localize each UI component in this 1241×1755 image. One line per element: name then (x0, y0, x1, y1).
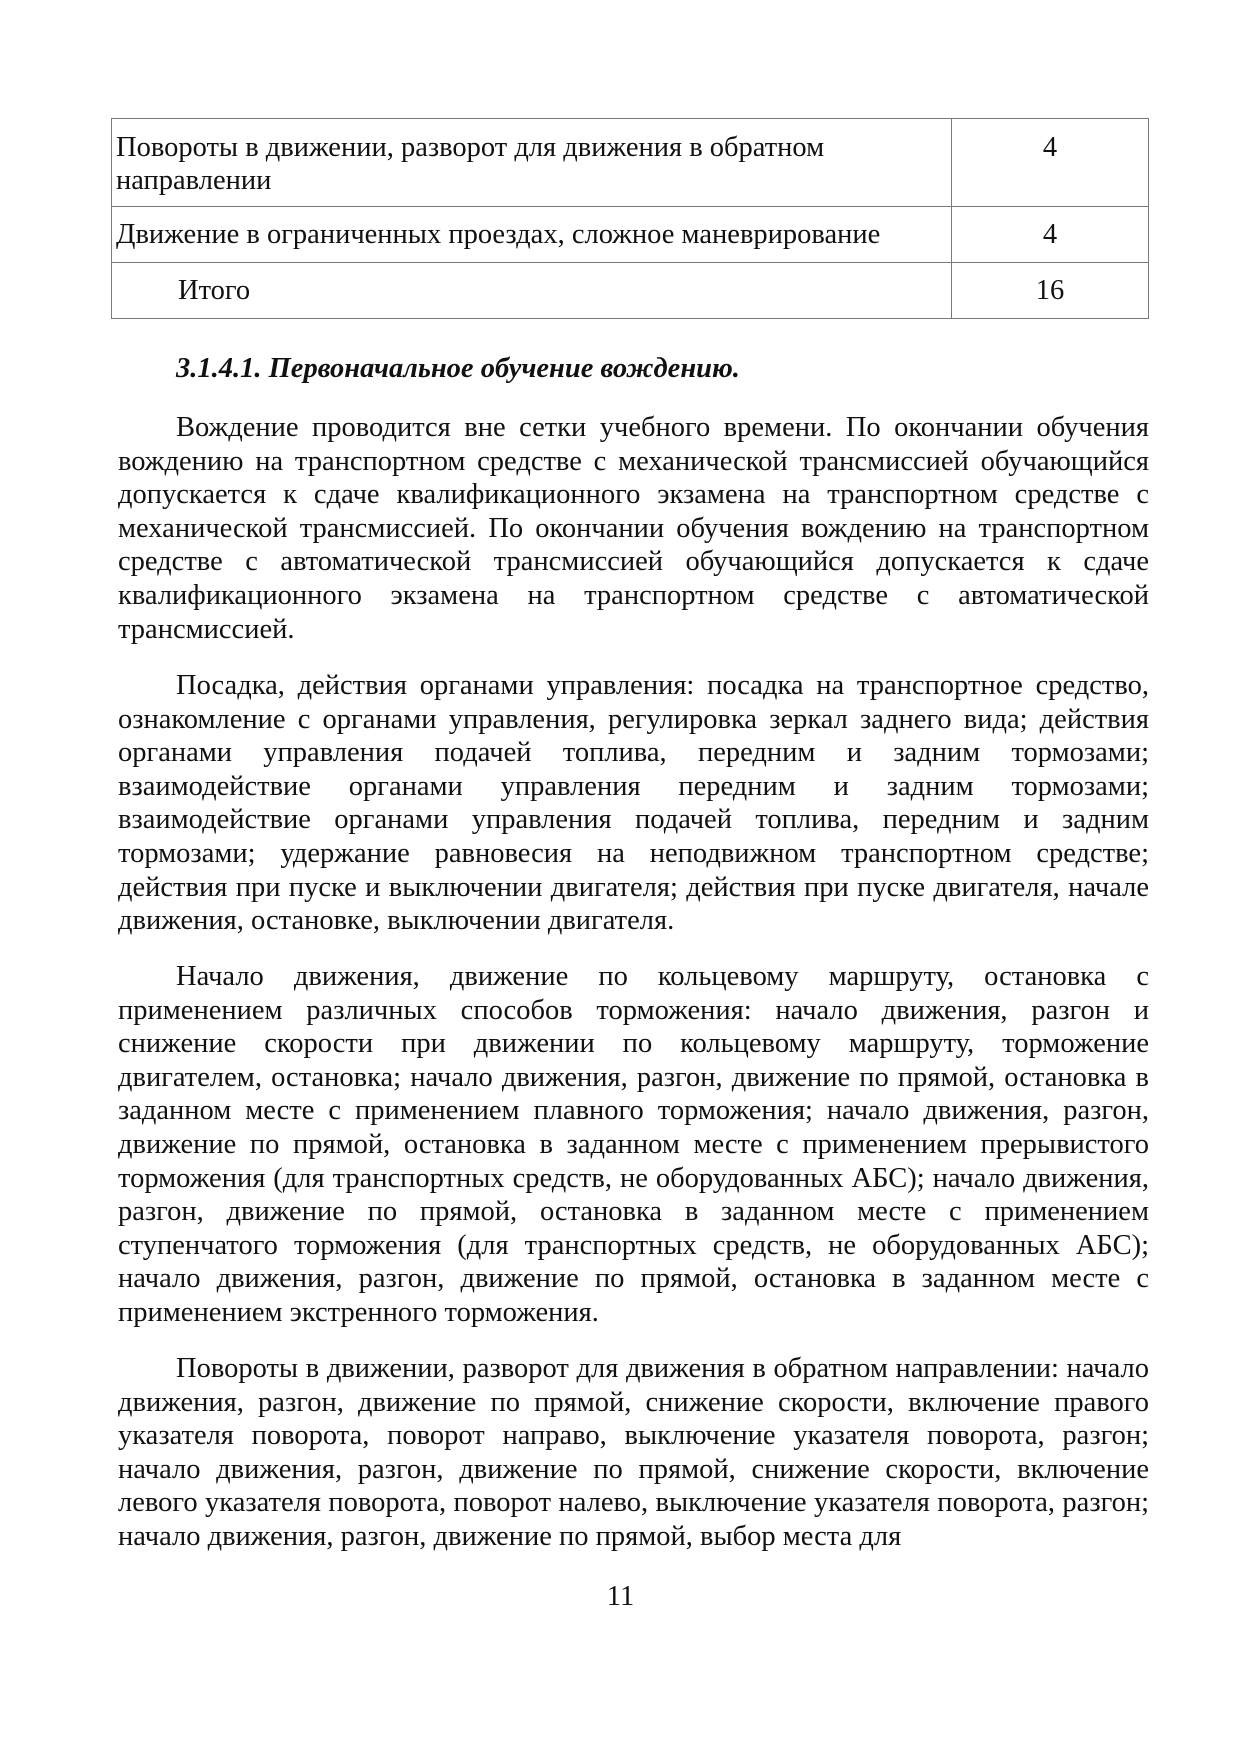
total-label-cell: Итого (112, 263, 952, 319)
paragraph: Начало движения, движение по кольцевому маршруту, остановка с применением различных способов торможения: начало движения, разгон и снижение скорости при движении по кольцевому маршруту, торможение двигателем, остановка; начало движения, разгон, движение по прямой, остановка в заданном месте с применением плавного торможения; начало движения, разгон, движение по прямой, остановка в заданном месте с применением прерывистого торможения (для транспортных средств, не оборудованных АБС); начало движения, разгон, движение по прямой, остановка в заданном месте с применением ступенчатого торможения (для транспортных средств, не оборудованных АБС); начало движения, разгон, движение по прямой, остановка в заданном месте с применением экстренного торможения. (118, 961, 1149, 1328)
hours-table (111, 118, 1149, 319)
topic-cell: Движение в ограниченных проездах, сложное маневрирование (112, 207, 952, 263)
table-row-total (112, 263, 1149, 319)
section-heading: 3.1.4.1. Первоначальное обучение вождению. (176, 353, 740, 384)
hours-cell: 4 (952, 207, 1149, 263)
hours-cell: 4 (952, 119, 1149, 207)
paragraph: Посадка, действия органами управления: посадка на транспортное средство, ознакомление с органами управления, регулировка зеркал заднего вида; действия органами управления подачей топлива, передним и задним тормозами; взаимодействие органами управления передним и задним тормозами; взаимодействие органами управления подачей топлива, передним и задним тормозами; удержание равновесия на неподвижном транспортном средстве; действия при пуске и выключении двигателя; действия при пуске двигателя, начале движения, остановке, выключении двигателя. (118, 670, 1149, 937)
table-row (112, 207, 1149, 263)
page-number: 11 (606, 1581, 635, 1612)
total-hours-cell: 16 (952, 263, 1149, 319)
table-row (112, 119, 1149, 207)
topic-cell: Повороты в движении, разворот для движения в обратном направлении (112, 119, 952, 207)
paragraph: Вождение проводится вне сетки учебного времени. По окончании обучения вождению на транспортном средстве с механической трансмиссией обучающийся допускается к сдаче квалификационного экзамена на транспортном средстве с механической трансмиссией. По окончании обучения вождению на транспортном средстве с автоматической трансмиссией обучающийся допускается к сдаче квалификационного экзамена на транспортном средстве с автоматической трансмиссией. (118, 412, 1149, 645)
paragraph: Повороты в движении, разворот для движения в обратном направлении: начало движения, разгон, движение по прямой, снижение скорости, включение правого указателя поворота, поворот направо, выключение указателя поворота, разгон; начало движения, разгон, движение по прямой, снижение скорости, включение левого указателя поворота, поворот налево, выключение указателя поворота, разгон; начало движения, разгон, движение по прямой, выбор места для (118, 1353, 1149, 1552)
